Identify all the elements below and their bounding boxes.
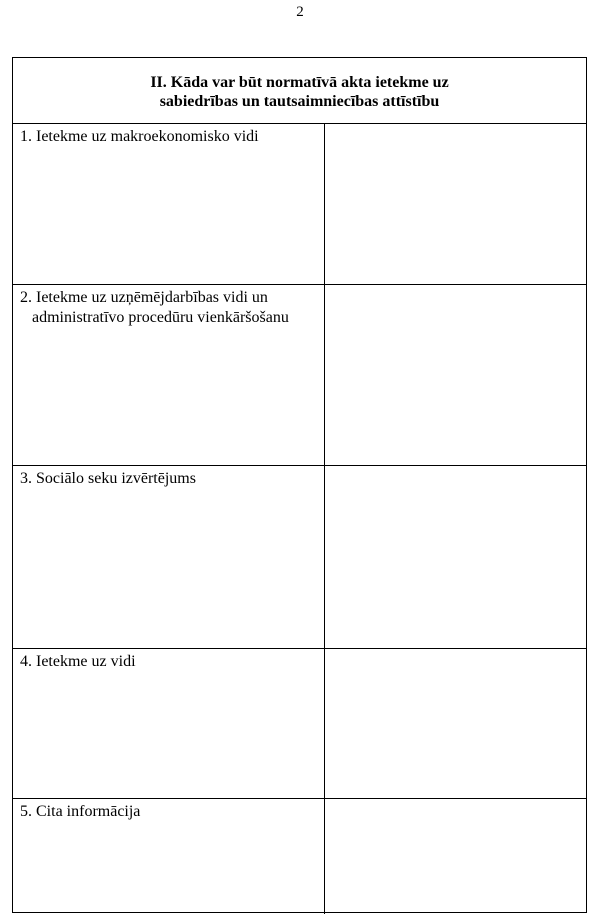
table-row-business-environment	[13, 285, 586, 466]
row-value-cell	[325, 799, 586, 914]
table-header-line-1: II. Kāda var būt normatīvā akta ietekme uz	[150, 74, 449, 91]
table-row-other-information	[13, 799, 586, 914]
table-header-line-2: sabiedrības un tautsaimniecības attīstību	[159, 93, 440, 110]
row-label	[13, 466, 325, 648]
row-label-text: 3. Sociālo seku izvērtējums	[20, 470, 196, 487]
row-value-cell	[325, 649, 586, 798]
row-label	[13, 285, 325, 465]
row-label-text: 2. Ietekme uz uzņēmējdarbības vidi un	[20, 289, 268, 306]
row-label-text: 4. Ietekme uz vidi	[20, 653, 136, 670]
table-row-macroeconomic	[13, 124, 586, 285]
table-row-environment	[13, 649, 586, 799]
page-number: 2	[296, 4, 304, 20]
row-label	[13, 799, 325, 914]
row-label	[13, 649, 325, 798]
row-label	[13, 124, 325, 284]
impact-assessment-table	[12, 57, 587, 913]
row-label-text: 1. Ietekme uz makroekonomisko vidi	[20, 128, 259, 145]
row-value-cell	[325, 466, 586, 648]
row-value-cell	[325, 285, 586, 465]
table-header	[13, 58, 586, 124]
row-value-cell	[325, 124, 586, 284]
row-label-text-continued: administratīvo procedūru vienkāršošanu	[32, 309, 289, 326]
row-label-text: 5. Cita informācija	[20, 803, 141, 820]
table-row-social-consequences	[13, 466, 586, 649]
